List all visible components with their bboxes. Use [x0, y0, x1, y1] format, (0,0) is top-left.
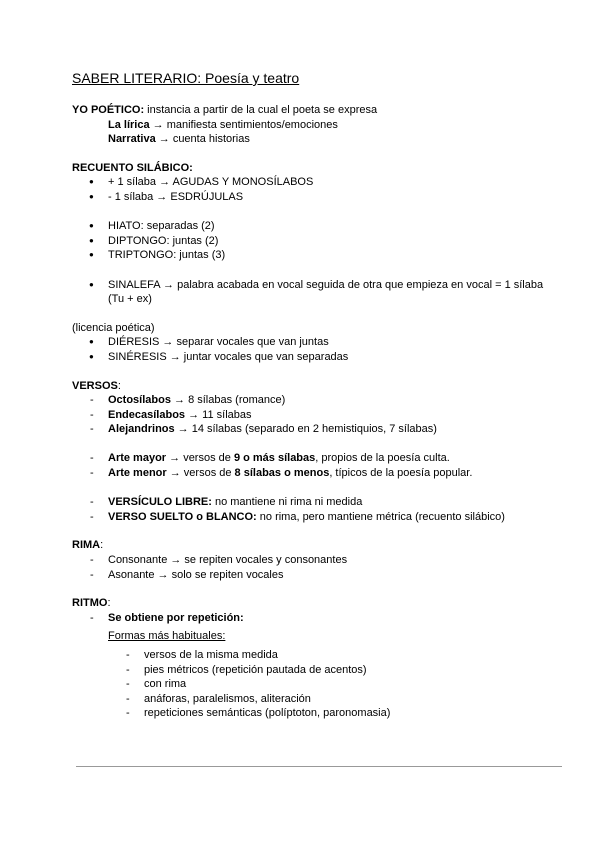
licencia-list — [72, 335, 562, 364]
lirica-line — [72, 118, 562, 133]
recuento-list-3 — [72, 278, 562, 307]
narrativa-text: → cuenta historias — [155, 133, 250, 146]
list-item: - VERSO SUELTO o BLANCO: no rima, pero mantiene métrica (recuento silábico) — [72, 510, 562, 525]
list-item: - versos de la misma medida — [72, 648, 562, 663]
list-item: - anáforas, paralelismos, aliteración — [72, 692, 562, 707]
recuento-heading: RECUENTO SILÁBICO: — [72, 161, 193, 174]
document-page — [72, 70, 562, 721]
list-item: ● - 1 sílaba → ESDRÚJULAS — [72, 190, 562, 205]
yo-poetico-text: instancia a partir de la cual el poeta se expresa — [144, 104, 378, 116]
list-item: - repeticiones semánticas (políptoton, paronomasia) — [72, 706, 562, 721]
sinalefa-example: (Tu + ex) — [108, 293, 152, 306]
list-item: ● DIÉRESIS → separar vocales que van juntas — [72, 335, 562, 350]
list-item: ● TRIPTONGO: juntas (3) — [72, 248, 562, 263]
list-item: ● + 1 sílaba → AGUDAS Y MONOSÍLABOS — [72, 175, 562, 190]
list-item: - Arte mayor → versos de 9 o más sílabas, propios de la poesía culta. — [72, 451, 562, 466]
ritmo-subheading: Formas más habituales: — [108, 630, 226, 643]
lirica-text: → manifiesta sentimientos/emociones — [149, 118, 338, 131]
list-item: - Arte menor → versos de 8 sílabas o menos, típicos de la poesía popular. — [72, 466, 562, 481]
footer-divider — [76, 766, 562, 767]
yo-poetico-line — [72, 103, 562, 118]
list-item: - Endecasílabos → 11 sílabas — [72, 408, 562, 423]
list-item: ● SINALEFA → palabra acabada en vocal seguida de otra que empieza en vocal = 1 sílaba (Tu + ex) — [72, 278, 562, 307]
rima-list — [72, 553, 562, 582]
yo-poetico-label: YO POÉTICO: — [72, 104, 145, 116]
list-item: ● DIPTONGO: juntas (2) — [72, 234, 562, 249]
ritmo-forms-list — [72, 648, 562, 721]
list-item: - VERSÍCULO LIBRE: no mantiene ni rima ni medida — [72, 495, 562, 510]
list-item: ● SINÉRESIS → juntar vocales que van separadas — [72, 350, 562, 365]
versos-list-2 — [72, 451, 562, 480]
rima-heading: RIMA: — [72, 539, 104, 552]
recuento-list-1 — [72, 175, 562, 204]
ritmo-list — [72, 611, 562, 626]
narrativa-label: Narrativa — [108, 133, 156, 146]
lirica-label: La lírica — [108, 118, 150, 131]
list-item: - pies métricos (repetición pautada de acentos) — [72, 663, 562, 678]
list-item: - Se obtiene por repetición: — [72, 611, 562, 626]
list-item: - Octosílabos → 8 sílabas (romance) — [72, 393, 562, 408]
licencia-label: (licencia poética) — [72, 321, 155, 334]
list-item: - Consonante → se repiten vocales y consonantes — [72, 553, 562, 568]
list-item: - con rima — [72, 677, 562, 692]
ritmo-heading: RITMO: — [72, 597, 111, 610]
recuento-list-2 — [72, 219, 562, 263]
versos-list-3 — [72, 495, 562, 524]
versos-heading: VERSOS: — [72, 379, 121, 392]
narrativa-line — [72, 132, 562, 147]
list-item: - Asonante → solo se repiten vocales — [72, 568, 562, 583]
page-title: SABER LITERARIO: Poesía y teatro — [72, 70, 300, 86]
list-item: - Alejandrinos → 14 sílabas (separado en 2 hemistiquios, 7 sílabas) — [72, 422, 562, 437]
versos-list-1 — [72, 393, 562, 437]
list-item: ● HIATO: separadas (2) — [72, 219, 562, 234]
